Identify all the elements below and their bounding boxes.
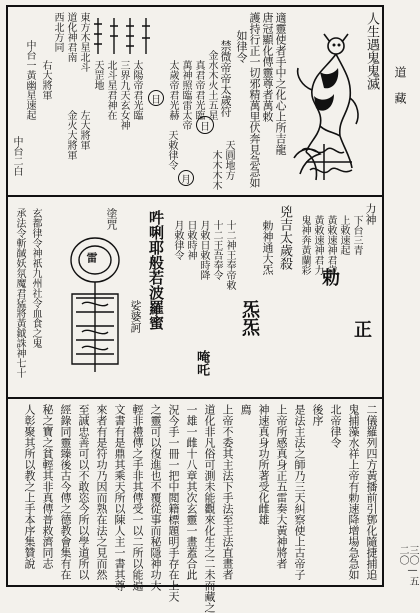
panel-middle-left-2: 承法令斬馘妖氛魔君猛將黃鉞誅神七十 — [14, 208, 25, 378]
afterword-line-13: 之靈可以復進也不覆從事而秘隱神功大 — [149, 404, 162, 591]
afterword-line-7: 神速真身功所著受化雌雄 — [257, 404, 270, 525]
afterword-line-11: 一雄一雌十八章其次玄靈一畫蓋合此 — [185, 404, 198, 580]
margin-title: 道 — [393, 66, 407, 78]
seal-line-5: 太歲帝君光赫 — [167, 60, 178, 120]
big-char-zheng: 正 — [351, 320, 372, 338]
afterword-line-15: 文書有是鼎其乘天所以陳人主一書其尊 — [113, 404, 126, 591]
seal-circle-2: 月 — [178, 170, 194, 186]
seal-line-2: 金水木火土五星 — [206, 50, 217, 120]
seal-line-17: 右大將軍 — [40, 60, 51, 100]
seal-line-8: 北斗星君神在 — [105, 60, 116, 120]
seal-circle-1: 日 — [196, 116, 214, 134]
afterword-line-1: 二儀羅列四方黃播前引鄧化隨捷捕追 — [365, 404, 378, 580]
talisman-script-small — [296, 140, 360, 184]
seal-line-19: 中台一黃幽星速起 — [24, 40, 35, 120]
margin-subtitle: 藏 — [393, 92, 407, 104]
afterword-line-16: 來者有是符功乃因而熟在法之見而然 — [95, 404, 108, 580]
seal-line-14: 道化神君南 — [65, 12, 76, 62]
panel-middle-right-4: 黃敕速神君力 — [312, 215, 323, 275]
seal-line-20: 中台二白 — [11, 136, 22, 176]
panel-top-text-1: 適靈使者手中之化心上所吉龍 — [274, 12, 287, 155]
panel-top-text-4: 如律令 — [235, 30, 248, 63]
seal-line-3: 真君帝君光臨 — [193, 60, 204, 120]
afterword-line-19: 秘之寶之貧輕其非真傳普救濟同志 — [41, 404, 54, 569]
panel-middle-mid-6: 月敕日敕時降 — [198, 220, 209, 280]
panel-middle-mid-4: 十二神王奉帝敕 — [224, 220, 235, 290]
afterword-line-18: 經錄同靈臻後古今傳之德教會集有在 — [59, 404, 72, 580]
panel-top-heading: 人生遇鬼鬼滅 — [364, 12, 379, 90]
seal-line-7: 三界九天玄女神 — [118, 60, 129, 130]
panel-middle-left-heading: 塗咒 — [105, 208, 118, 230]
seal-line-10: 天圓地方 — [223, 140, 234, 180]
seal-line-1: 禁微帝帝太歲符 — [219, 40, 232, 117]
panel-middle-mid-5: 十二王吾奉令 — [211, 220, 222, 280]
afterword-line-5: 是法主法之師乃三天糾察使上古帝子 — [293, 404, 306, 580]
panel-middle-mid-1: 兇吉太歲殺 — [277, 205, 292, 270]
seal-circle-3: 日 — [148, 90, 164, 106]
register-divider-2 — [6, 397, 384, 399]
afterword-line-8: 廌 — [239, 404, 252, 415]
folio-number: 三〇—五二〇 — [397, 545, 418, 586]
seal-label-lei: 雷 — [85, 252, 98, 263]
seal-line-4: 萬神照臨雷太帝 — [180, 60, 191, 130]
afterword-line-20: 人彰聚其所以教之上手本序集贊說 — [23, 404, 36, 569]
afterword-line-4: 後序 — [311, 404, 324, 426]
panel-middle-left-1: 玄都律令神祇九州社令血食之鬼 — [30, 208, 41, 348]
panel-middle-mid-3: 炁炁 — [239, 300, 260, 336]
panel-top-text-3: 護持行正一切邪精萬里伏奔見急急如 — [248, 12, 261, 188]
chant-3: 唵吒 — [194, 350, 209, 376]
afterword-line-14: 輕非禮傳之手非其傳受一以二所以能遍 — [131, 404, 144, 591]
seal-line-13: 東方木星北斗 — [78, 12, 89, 72]
afterword-line-17: 至誠忠善可以不敢恣今所以學道所以 — [77, 404, 90, 580]
afterword-line-12: 況今手一冊一把中閲籍標題明手存在上天 — [167, 404, 180, 602]
big-char-chi: 勅 — [319, 268, 340, 286]
seal-line-15: 西北方同 — [52, 12, 63, 52]
seal-line-12: 天敕律令 — [166, 130, 177, 170]
afterword-line-2: 鬼捕藻水祥上帝有勅速降增場急急如 — [347, 404, 360, 580]
panel-middle-mid-7: 日敕時神 — [185, 220, 196, 260]
afterword-line-9: 上帝不委其主法下手法至主法直畫者 — [221, 404, 234, 580]
panel-middle-right-1: 下台三青 — [351, 215, 362, 255]
seal-line-11: 木木木木 — [210, 150, 221, 190]
afterword-line-3: 北帝律令 — [329, 404, 342, 448]
panel-middle-right-2: 上敕速起 — [338, 215, 349, 255]
seal-line-18: 金火大將軍 — [65, 110, 76, 160]
afterword-line-6: 上帝所感真身正五雷奏大黃神將者 — [275, 404, 288, 569]
panel-top-text-2: 唐冠顯化傳靈尊者萬敕 — [261, 12, 274, 122]
panel-middle-mid-2: 勅神通大炁 — [261, 220, 274, 275]
seal-line-9: 天罡地 — [92, 60, 103, 90]
seal-line-6: 太陽帝君光臨 — [131, 60, 142, 120]
chant-1: 吽唎耶般若波羅蜜 — [147, 210, 165, 330]
panel-middle-right-5: 鬼神奔黃蘭彩 — [299, 215, 310, 275]
panel-middle-mid-8: 月敕律令 — [172, 220, 183, 260]
seal-line-16: 左大將軍 — [78, 110, 89, 150]
afterword-line-10: 道化非凡俗可測未能觀來化生之二未而藏之 — [203, 404, 216, 613]
panel-middle-right-heading: 力神 — [364, 203, 377, 225]
register-divider-1 — [6, 195, 384, 197]
talisman-strokes-top — [90, 14, 160, 58]
chant-2: 娑婆訶 — [129, 300, 142, 333]
panel-middle-right-3: 黃敕速神君歲 — [325, 215, 336, 275]
